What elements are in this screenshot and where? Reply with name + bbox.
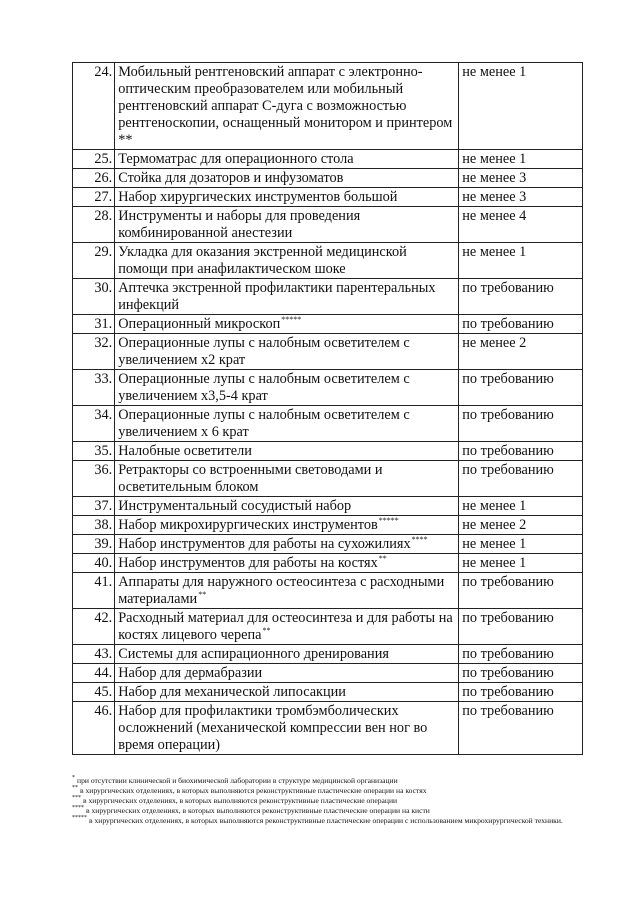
footnote-line xyxy=(72,816,592,826)
row-quantity: по требованию xyxy=(459,683,583,702)
row-quantity: не менее 3 xyxy=(459,188,583,207)
row-item-name: Ретракторы со встроенными световодами и осветительным блоком xyxy=(118,462,383,495)
row-quantity: по требованию xyxy=(459,279,583,315)
row-item-name: Набор инструментов для работы на костях xyxy=(118,555,378,571)
row-quantity: по требованию xyxy=(459,573,583,609)
footnote-text: при отсутствии клинической и биохимической лаборатории в структуре медицинской организации xyxy=(77,776,398,785)
row-number: 30. xyxy=(73,279,115,315)
row-item-cell xyxy=(115,406,459,442)
row-item-name: Аппараты для наружного остеосинтеза с расходными материалами xyxy=(118,574,445,607)
row-quantity: по требованию xyxy=(459,645,583,664)
row-quantity: по требованию xyxy=(459,442,583,461)
row-item-cell xyxy=(115,609,459,645)
row-item-cell xyxy=(115,664,459,683)
table-row xyxy=(73,516,583,535)
row-item-cell xyxy=(115,150,459,169)
row-item-name: Набор для профилактики тромбэмболических осложнений (механической компрессии вен ног во время операции) xyxy=(118,703,428,753)
footnote-line xyxy=(72,796,592,806)
row-item-name: Системы для аспирационного дренирования xyxy=(118,646,389,662)
row-quantity: не менее 2 xyxy=(459,516,583,535)
table-row xyxy=(73,683,583,702)
row-item-cell xyxy=(115,279,459,315)
row-item-cell xyxy=(115,188,459,207)
row-item-name: Мобильный рентгеновский аппарат с электронно-оптическим преобразователем или мобильный рентгеновский аппарат С-дуга с возможностью рентгеноскопии, оснащенный монитором и принтером ** xyxy=(118,64,453,148)
footnote-mark: ** xyxy=(378,554,387,564)
row-quantity: по требованию xyxy=(459,609,583,645)
table-row xyxy=(73,497,583,516)
row-number: 44. xyxy=(73,664,115,683)
row-number: 46. xyxy=(73,702,115,755)
row-number: 43. xyxy=(73,645,115,664)
row-quantity: не менее 3 xyxy=(459,169,583,188)
row-item-cell xyxy=(115,169,459,188)
footnote-line xyxy=(72,806,592,816)
table-row xyxy=(73,406,583,442)
table-row xyxy=(73,243,583,279)
row-number: 28. xyxy=(73,207,115,243)
row-number: 32. xyxy=(73,334,115,370)
row-item-name: Операционные лупы с налобным осветителем с увеличением х2 крат xyxy=(118,335,410,368)
table-row xyxy=(73,370,583,406)
row-item-cell xyxy=(115,243,459,279)
row-number: 40. xyxy=(73,554,115,573)
row-number: 33. xyxy=(73,370,115,406)
row-item-name: Инструменты и наборы для проведения комбинированной анестезии xyxy=(118,208,361,241)
row-quantity: не менее 4 xyxy=(459,207,583,243)
table-row xyxy=(73,535,583,554)
row-item-cell xyxy=(115,461,459,497)
row-quantity: по требованию xyxy=(459,315,583,334)
table-row xyxy=(73,554,583,573)
table-row xyxy=(73,169,583,188)
row-item-cell xyxy=(115,554,459,573)
equipment-table xyxy=(72,62,583,755)
row-item-cell xyxy=(115,573,459,609)
row-number: 25. xyxy=(73,150,115,169)
row-number: 37. xyxy=(73,497,115,516)
row-quantity: не менее 2 xyxy=(459,334,583,370)
row-number: 45. xyxy=(73,683,115,702)
row-number: 26. xyxy=(73,169,115,188)
row-quantity: не менее 1 xyxy=(459,63,583,150)
row-item-cell xyxy=(115,207,459,243)
row-number: 31. xyxy=(73,315,115,334)
row-item-name: Налобные осветители xyxy=(118,443,252,459)
table-row xyxy=(73,664,583,683)
row-item-name: Набор микрохирургических инструментов xyxy=(118,517,378,533)
footnote-line xyxy=(72,786,592,796)
footnote-marker: **** xyxy=(72,805,84,812)
row-item-name: Набор для дермабразии xyxy=(118,665,263,681)
row-quantity: не менее 1 xyxy=(459,535,583,554)
row-quantity: по требованию xyxy=(459,461,583,497)
row-item-cell xyxy=(115,315,459,334)
row-quantity: не менее 1 xyxy=(459,243,583,279)
table-row xyxy=(73,442,583,461)
row-item-cell xyxy=(115,516,459,535)
table-row xyxy=(73,645,583,664)
row-item-name: Расходный материал для остеосинтеза и для работы на костях лицевого черепа xyxy=(118,610,453,643)
row-number: 39. xyxy=(73,535,115,554)
row-number: 35. xyxy=(73,442,115,461)
row-item-cell xyxy=(115,535,459,554)
row-quantity: не менее 1 xyxy=(459,150,583,169)
row-item-name: Термоматрас для операционного стола xyxy=(118,151,354,167)
footnote-text: в хирургических отделениях, в которых выполняются реконструктивные пластические операции с использованием микрохирургической техники. xyxy=(89,816,563,825)
table-row xyxy=(73,207,583,243)
row-quantity: по требованию xyxy=(459,702,583,755)
row-item-name: Укладка для оказания экстренной медицинской помощи при анафилактическом шоке xyxy=(118,244,407,277)
footnote-marker: * xyxy=(72,775,75,782)
row-item-name: Набор для механической липосакции xyxy=(118,684,346,700)
table-row xyxy=(73,609,583,645)
row-item-name: Инструментальный сосудистый набор xyxy=(118,498,352,514)
row-quantity: по требованию xyxy=(459,406,583,442)
footnote-marker: ** xyxy=(72,785,78,792)
row-item-cell xyxy=(115,497,459,516)
footnote-mark: ***** xyxy=(378,516,399,526)
equipment-table-body xyxy=(73,63,583,755)
table-row xyxy=(73,573,583,609)
row-item-name: Набор инструментов для работы на сухожилиях xyxy=(118,536,411,552)
footnote-marker: *** xyxy=(72,795,81,802)
row-item-cell xyxy=(115,370,459,406)
row-item-cell xyxy=(115,63,459,150)
row-quantity: не менее 1 xyxy=(459,497,583,516)
row-number: 41. xyxy=(73,573,115,609)
table-row xyxy=(73,315,583,334)
footnote-mark: ***** xyxy=(281,315,302,325)
row-item-name: Операционный микроскоп xyxy=(118,316,281,332)
table-row xyxy=(73,461,583,497)
row-item-name: Набор хирургических инструментов большой xyxy=(118,189,398,205)
row-number: 34. xyxy=(73,406,115,442)
row-item-name: Операционные лупы с налобным осветителем с увеличением х 6 крат xyxy=(118,407,410,440)
row-item-cell xyxy=(115,442,459,461)
row-quantity: по требованию xyxy=(459,664,583,683)
row-item-name: Операционные лупы с налобным осветителем с увеличением х3,5-4 крат xyxy=(118,371,410,404)
table-row xyxy=(73,334,583,370)
footnote-mark: **** xyxy=(411,535,428,545)
row-number: 29. xyxy=(73,243,115,279)
footnote-marker: ***** xyxy=(72,815,87,822)
row-item-cell xyxy=(115,683,459,702)
row-number: 42. xyxy=(73,609,115,645)
row-quantity: не менее 1 xyxy=(459,554,583,573)
row-item-name: Стойка для дозаторов и инфузоматов xyxy=(118,170,344,186)
row-item-name: Аптечка экстренной профилактики парентеральных инфекций xyxy=(118,280,436,313)
row-item-cell xyxy=(115,334,459,370)
footnote-text: в хирургических отделениях, в которых выполняются реконструктивные пластические операции на костях xyxy=(80,786,427,795)
footnote-text: в хирургических отделениях, в которых выполняются реконструктивные пластические операции на кисти xyxy=(86,806,430,815)
table-row xyxy=(73,150,583,169)
row-item-cell xyxy=(115,702,459,755)
footnotes xyxy=(72,776,592,826)
footnote-mark: ** xyxy=(198,590,207,600)
table-row xyxy=(73,63,583,150)
row-quantity: по требованию xyxy=(459,370,583,406)
footnote-mark: ** xyxy=(262,626,271,636)
row-number: 38. xyxy=(73,516,115,535)
row-number: 27. xyxy=(73,188,115,207)
table-row xyxy=(73,279,583,315)
row-number: 24. xyxy=(73,63,115,150)
table-row xyxy=(73,188,583,207)
footnote-line xyxy=(72,776,592,786)
row-number: 36. xyxy=(73,461,115,497)
footnote-text: в хирургических отделениях, в которых выполняются реконструктивные пластические операции xyxy=(83,796,398,805)
table-row xyxy=(73,702,583,755)
row-item-cell xyxy=(115,645,459,664)
